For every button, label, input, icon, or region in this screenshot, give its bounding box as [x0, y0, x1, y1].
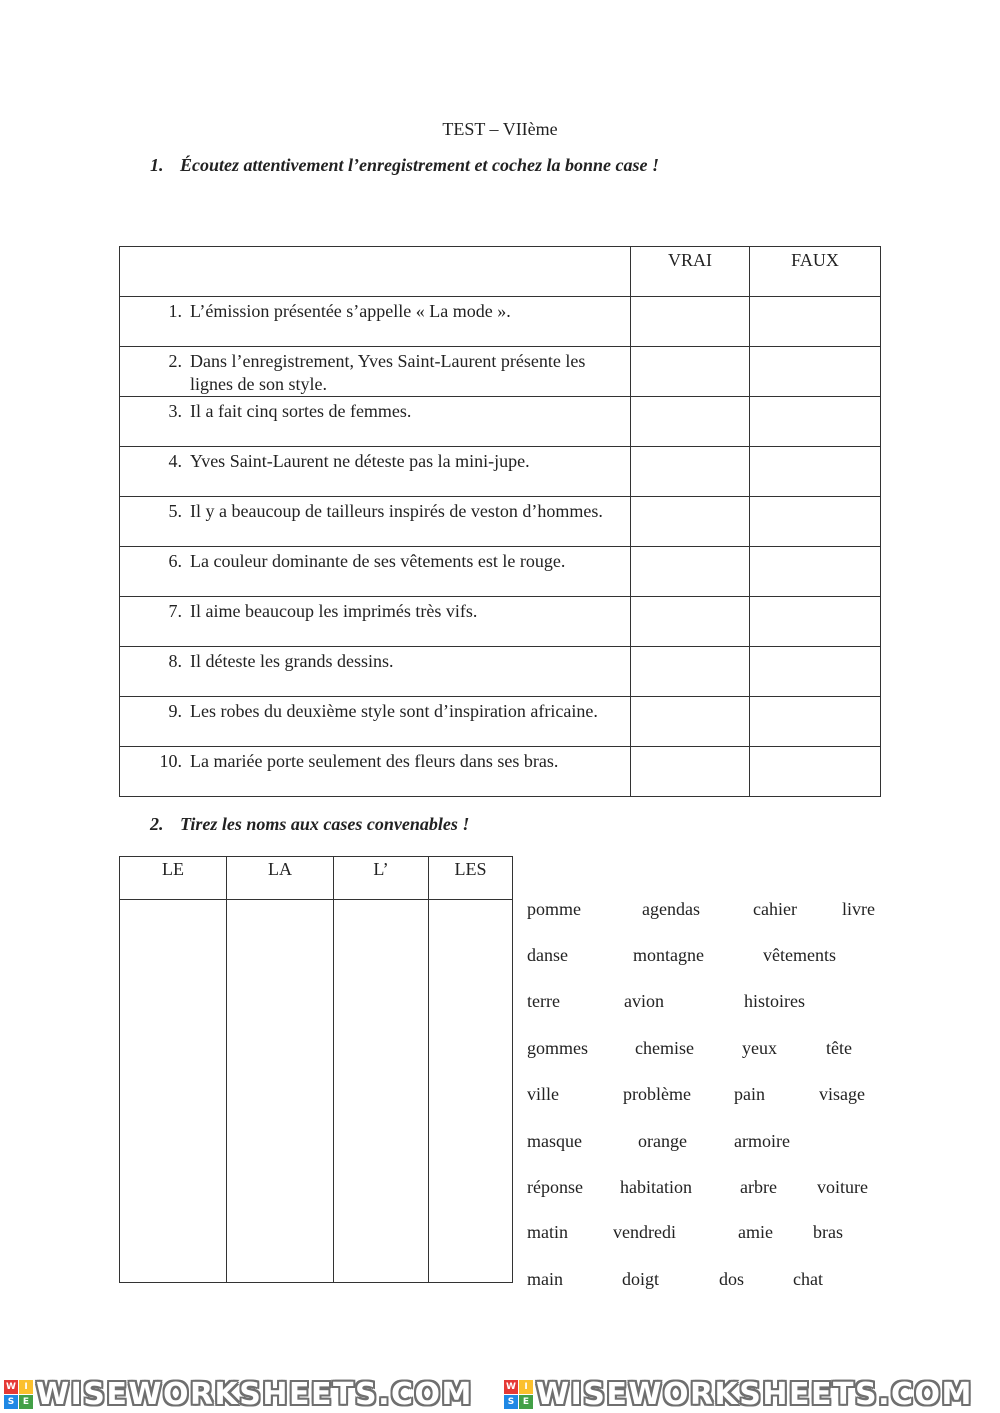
- section-1-heading: [150, 155, 659, 176]
- faux-column-header: FAUX: [750, 247, 881, 297]
- table-row: [120, 647, 881, 697]
- logo-letter: E: [19, 1395, 33, 1409]
- statement-cell: [120, 297, 631, 347]
- draggable-word[interactable]: masque: [527, 1131, 582, 1151]
- draggable-word[interactable]: main: [527, 1269, 563, 1289]
- vrai-checkbox-cell[interactable]: [631, 347, 750, 397]
- article-header: LE: [120, 857, 227, 900]
- logo-letter: W: [4, 1380, 18, 1394]
- statement-text: Dans l’enregistrement, Yves Saint-Laurent présente les lignes de son style.: [190, 351, 586, 394]
- faux-checkbox-cell[interactable]: [750, 297, 881, 347]
- vrai-checkbox-cell[interactable]: [631, 547, 750, 597]
- logo-letter: E: [519, 1395, 533, 1409]
- table-row: [120, 547, 881, 597]
- statement-cell: [120, 347, 631, 397]
- statement-number: 8.: [168, 651, 182, 671]
- faux-checkbox-cell[interactable]: [750, 647, 881, 697]
- statement-text: Yves Saint-Laurent ne déteste pas la mini-jupe.: [190, 451, 530, 471]
- statement-number: 7.: [168, 601, 182, 621]
- vrai-checkbox-cell[interactable]: [631, 447, 750, 497]
- draggable-word[interactable]: armoire: [734, 1131, 790, 1151]
- draggable-word[interactable]: terre: [527, 991, 560, 1011]
- watermark: [0, 1376, 500, 1413]
- statement-cell: [120, 547, 631, 597]
- article-drop-zone[interactable]: [334, 900, 429, 1283]
- draggable-word[interactable]: yeux: [742, 1038, 777, 1058]
- vrai-checkbox-cell[interactable]: [631, 297, 750, 347]
- table-row: [120, 397, 881, 447]
- draggable-word[interactable]: gommes: [527, 1038, 588, 1058]
- logo-letter: W: [504, 1380, 518, 1394]
- statement-number: 1.: [168, 301, 182, 321]
- table-row: [120, 697, 881, 747]
- statement-number: 2.: [168, 351, 182, 371]
- statement-cell: [120, 497, 631, 547]
- logo-letter: I: [19, 1380, 33, 1394]
- faux-checkbox-cell[interactable]: [750, 597, 881, 647]
- draggable-word[interactable]: chat: [793, 1269, 823, 1289]
- draggable-word[interactable]: danse: [527, 945, 568, 965]
- article-drop-zone[interactable]: [429, 900, 513, 1283]
- vrai-checkbox-cell[interactable]: [631, 747, 750, 797]
- draggable-word[interactable]: visage: [819, 1084, 865, 1104]
- draggable-word[interactable]: dos: [719, 1269, 745, 1289]
- draggable-word[interactable]: montagne: [633, 945, 704, 965]
- statement-text: Les robes du deuxième style sont d’inspiration africaine.: [190, 701, 598, 721]
- draggable-word[interactable]: histoires: [744, 991, 805, 1011]
- draggable-word[interactable]: matin: [527, 1222, 568, 1242]
- section-1-number: 1.: [150, 155, 164, 175]
- article-drop-row: [120, 900, 513, 1283]
- faux-checkbox-cell[interactable]: [750, 547, 881, 597]
- statement-cell: [120, 447, 631, 497]
- draggable-word[interactable]: doigt: [622, 1269, 660, 1289]
- statement-text: Il aime beaucoup les imprimés très vifs.: [190, 601, 478, 621]
- vrai-checkbox-cell[interactable]: [631, 597, 750, 647]
- section-2-number: 2.: [150, 814, 164, 834]
- logo-letter: S: [4, 1395, 18, 1409]
- article-header: L’: [334, 857, 429, 900]
- article-table: [119, 856, 513, 1283]
- draggable-word[interactable]: livre: [842, 899, 875, 919]
- statement-text: Il a fait cinq sortes de femmes.: [190, 401, 412, 421]
- statement-cell: [120, 397, 631, 447]
- vrai-checkbox-cell[interactable]: [631, 647, 750, 697]
- article-header-row: [120, 857, 513, 900]
- watermark: [500, 1376, 1000, 1413]
- draggable-word[interactable]: vêtements: [763, 945, 836, 965]
- watermark-logo-icon: [504, 1380, 533, 1409]
- statement-cell: [120, 597, 631, 647]
- table-row: [120, 497, 881, 547]
- statement-number: 6.: [168, 551, 182, 571]
- faux-checkbox-cell[interactable]: [750, 697, 881, 747]
- statement-text: Il y a beaucoup de tailleurs inspirés de veston d’hommes.: [190, 501, 603, 521]
- statement-number: 10.: [159, 751, 182, 771]
- draggable-word[interactable]: orange: [638, 1131, 687, 1151]
- faux-checkbox-cell[interactable]: [750, 497, 881, 547]
- draggable-word[interactable]: amie: [738, 1222, 773, 1242]
- article-drop-zone[interactable]: [120, 900, 227, 1283]
- draggable-word[interactable]: ville: [527, 1084, 559, 1104]
- faux-checkbox-cell[interactable]: [750, 447, 881, 497]
- vrai-checkbox-cell[interactable]: [631, 697, 750, 747]
- faux-checkbox-cell[interactable]: [750, 397, 881, 447]
- article-drop-zone[interactable]: [227, 900, 334, 1283]
- vrai-column-header: VRAI: [631, 247, 750, 297]
- logo-letter: S: [504, 1395, 518, 1409]
- table-row: [120, 297, 881, 347]
- draggable-word[interactable]: pain: [734, 1084, 765, 1104]
- draggable-word[interactable]: chemise: [635, 1038, 694, 1058]
- draggable-word[interactable]: problème: [623, 1084, 691, 1104]
- draggable-word[interactable]: pomme: [527, 899, 581, 919]
- page-title: TEST – VIIème: [442, 119, 558, 139]
- statement-number: 3.: [168, 401, 182, 421]
- article-header: LA: [227, 857, 334, 900]
- logo-letter: I: [519, 1380, 533, 1394]
- draggable-word[interactable]: habitation: [620, 1177, 692, 1197]
- section-2-heading: [150, 814, 469, 835]
- true-false-table: [119, 246, 881, 797]
- faux-checkbox-cell[interactable]: [750, 347, 881, 397]
- table-row: [120, 447, 881, 497]
- draggable-word[interactable]: avion: [624, 991, 664, 1011]
- section-1-heading-text: Écoutez attentivement l’enregistrement et cochez la bonne case !: [180, 155, 659, 175]
- article-header: LES: [429, 857, 513, 900]
- vrai-checkbox-cell[interactable]: [631, 497, 750, 547]
- draggable-word[interactable]: vendredi: [613, 1222, 676, 1242]
- faux-checkbox-cell[interactable]: [750, 747, 881, 797]
- statement-cell: [120, 747, 631, 797]
- draggable-word[interactable]: réponse: [527, 1177, 583, 1197]
- watermark-footer: [0, 1376, 1000, 1413]
- statement-number: 4.: [168, 451, 182, 471]
- table-row: [120, 747, 881, 797]
- watermark-text: WISEWORKSHEETS.COM: [536, 1377, 973, 1412]
- statement-column-header: [120, 247, 631, 297]
- statement-cell: [120, 647, 631, 697]
- section-2-heading-text: Tirez les noms aux cases convenables !: [180, 814, 470, 834]
- table-header-row: [120, 247, 881, 297]
- vrai-checkbox-cell[interactable]: [631, 397, 750, 447]
- draggable-word[interactable]: voiture: [817, 1177, 868, 1197]
- statement-text: La couleur dominante de ses vêtements est le rouge.: [190, 551, 566, 571]
- statement-text: La mariée porte seulement des fleurs dans ses bras.: [190, 751, 559, 771]
- draggable-word[interactable]: cahier: [753, 899, 797, 919]
- draggable-word[interactable]: tête: [826, 1038, 852, 1058]
- statement-text: Il déteste les grands dessins.: [190, 651, 394, 671]
- watermark-text: WISEWORKSHEETS.COM: [36, 1377, 473, 1412]
- draggable-word[interactable]: bras: [813, 1222, 843, 1242]
- draggable-word[interactable]: agendas: [642, 899, 700, 919]
- statement-cell: [120, 697, 631, 747]
- table-row: [120, 597, 881, 647]
- draggable-word[interactable]: arbre: [740, 1177, 777, 1197]
- table-row: [120, 347, 881, 397]
- watermark-logo-icon: [4, 1380, 33, 1409]
- statement-text: L’émission présentée s’appelle « La mode ».: [190, 301, 511, 321]
- statement-number: 9.: [168, 701, 182, 721]
- statement-number: 5.: [168, 501, 182, 521]
